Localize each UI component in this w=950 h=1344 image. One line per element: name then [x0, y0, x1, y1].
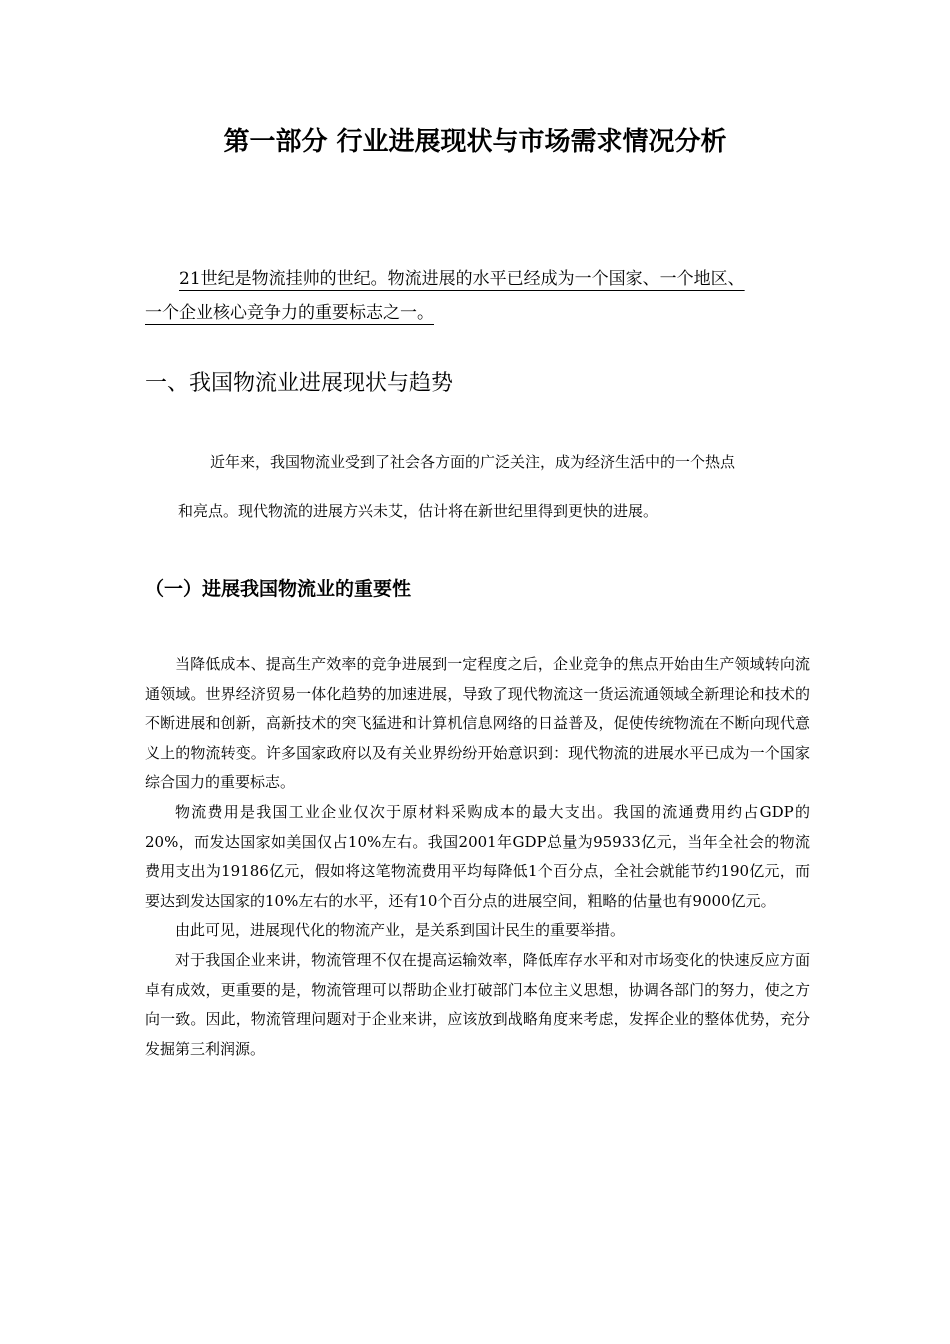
section-lead-line-1: 近年来，我国物流业受到了社会各方面的广泛关注，成为经济生活中的一个热点 — [210, 453, 736, 471]
intro-line-2: 一个企业核心竞争力的重要标志之一。 — [145, 303, 434, 323]
subsection-body — [145, 650, 810, 1064]
body-paragraph: 当降低成本、提高生产效率的竞争进展到一定程度之后，企业竞争的焦点开始由生产领域转向流通领域。世界经济贸易一体化趋势的加速进展，导致了现代物流这一货运流通领域全新理论和技术的不断进展和创新，高新技术的突飞猛进和计算机信息网络的日益普及，促使传统物流在不断向现代意义上的物流转变。许多国家政府以及有关业界纷纷开始意识到：现代物流的进展水平已成为一个国家综合国力的重要标志。 — [145, 655, 810, 792]
body-paragraph: 由此可见，进展现代化的物流产业，是关系到国计民生的重要举措。 — [175, 921, 626, 940]
section-heading: 一、我国物流业进展现状与趋势 — [145, 371, 454, 396]
intro-paragraph — [145, 262, 835, 330]
body-paragraph: 物流费用是我国工业企业仅次于原材料采购成本的最大支出。我国的流通费用约占GDP的20%，而发达国家如美国仅占10%左右。我国2001年GDP总量为95933亿元，当年全社会的物流费用支出为19186亿元，假如将这笔物流费用平均每降低1个百分点，全社会就能节约190亿元，而要达到发达国家的10%左右的水平，还有10个百分点的进展空间，粗略的估量也有9000亿元。 — [145, 802, 810, 910]
section-lead-line-2: 和亮点。现代物流的进展方兴未艾，估计将在新世纪里得到更快的进展。 — [178, 502, 659, 520]
intro-line-1: 21世纪是物流挂帅的世纪。物流进展的水平已经成为一个国家、一个地区、 — [179, 269, 745, 289]
body-paragraph: 对于我国企业来讲，物流管理不仅在提高运输效率，降低库存水平和对市场变化的快速反应方面卓有成效，更重要的是，物流管理可以帮助企业打破部门本位主义思想，协调各部门的努力，使之方向一致。因此，物流管理问题对于企业来讲，应该放到战略角度来考虑，发挥企业的整体优势，充分发掘第三利润源。 — [145, 950, 810, 1058]
document-title: 第一部分 行业进展现状与市场需求情况分析 — [223, 127, 727, 157]
subsection-heading: （一）进展我国物流业的重要性 — [145, 578, 412, 600]
